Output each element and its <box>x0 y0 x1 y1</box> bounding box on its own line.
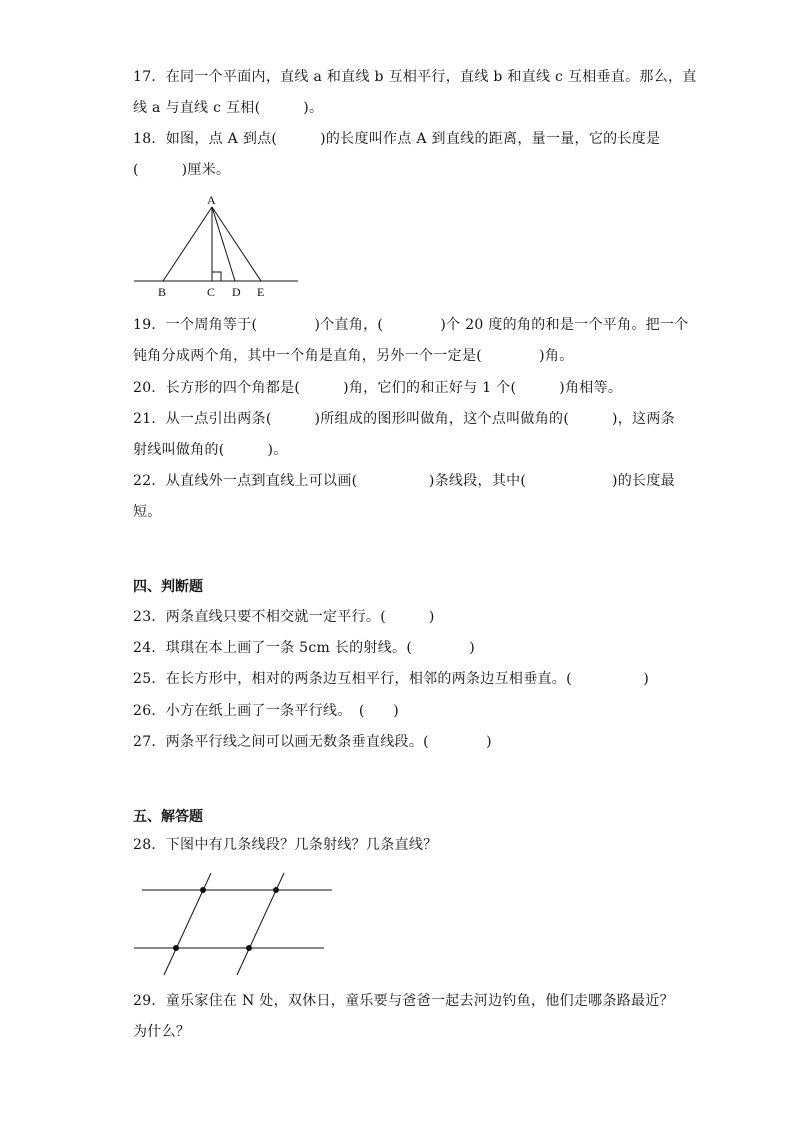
segment-ae <box>212 207 261 281</box>
segment-ab <box>163 207 212 281</box>
point-bottom-right <box>246 945 252 951</box>
label-e: E <box>257 285 265 299</box>
question-18 <box>133 124 673 186</box>
label-b: B <box>158 285 167 299</box>
parallel-lines-figure <box>128 866 338 978</box>
question-19-line-2: 钝角分成两个角，其中一个角是直角，另外一个一定是( )角。 <box>133 348 574 364</box>
question-22-line-1: 22．从直线外一点到直线上可以画( )条线段，其中( )的长度最 <box>133 473 675 489</box>
label-c: C <box>207 285 216 299</box>
point-top-right <box>273 887 279 893</box>
question-21 <box>133 404 673 466</box>
question-17-line-1: 17．在同一个平面内，直线 a 和直线 b 互相平行，直线 b 和直线 c 互相垂直。那么，直 <box>133 69 697 85</box>
question-17-line-2: 线 a 与直线 c 互相( )。 <box>133 100 324 116</box>
question-22 <box>133 466 673 528</box>
label-a: A <box>207 193 216 207</box>
question-27: 27．两条平行线之间可以画无数条垂直线段。( ) <box>133 734 492 750</box>
question-18-line-2: ( )厘米。 <box>133 162 231 178</box>
question-18-line-1: 18．如图，点 A 到点( )的长度叫作点 A 到直线的距离，量一量，它的长度是 <box>133 131 661 147</box>
question-17 <box>133 62 697 124</box>
triangle-perpendicular-figure <box>128 190 304 300</box>
section-4-title: 四、判断题 <box>133 579 203 595</box>
question-28: 28．下图中有几条线段？几条射线？几条直线？ <box>133 837 438 853</box>
question-20 <box>133 373 673 404</box>
question-29-line-2: 为什么？ <box>133 1024 191 1040</box>
question-21-line-1: 21．从一点引出两条( )所组成的图形叫做角，这个点叫做角的( )，这两条 <box>133 411 675 427</box>
segment-ad <box>212 207 235 281</box>
question-21-line-2: 射线叫做角的( )。 <box>133 442 288 458</box>
question-29-line-1: 29．童乐家住在 N 处，双休日，童乐要与爸爸一起去河边钓鱼，他们走哪条路最近？ <box>133 993 674 1009</box>
question-25: 25．在长方形中，相对的两条边互相平行，相邻的两条边互相垂直。( ) <box>133 671 650 687</box>
question-20-line-1: 20．长方形的四个角都是( )角，它们的和正好与 1 个( )角相等。 <box>133 380 623 396</box>
question-23: 23．两条直线只要不相交就一定平行。( ) <box>133 609 435 625</box>
question-19-line-1: 19．一个周角等于( )个直角，( )个 20 度的角的和是一个平角。把一个 <box>133 317 689 333</box>
right-angle-mark <box>212 272 221 281</box>
point-bottom-left <box>173 945 179 951</box>
question-24: 24．琪琪在本上画了一条 5cm 长的射线。( ) <box>133 640 476 656</box>
question-22-line-2: 短。 <box>133 504 162 520</box>
section-5-title: 五、解答题 <box>133 809 203 825</box>
point-top-left <box>200 887 206 893</box>
label-d: D <box>232 285 241 299</box>
question-19 <box>133 310 689 372</box>
question-26: 26．小方在纸上画了一条平行线。 ( ) <box>133 703 400 719</box>
question-29 <box>133 986 673 1048</box>
